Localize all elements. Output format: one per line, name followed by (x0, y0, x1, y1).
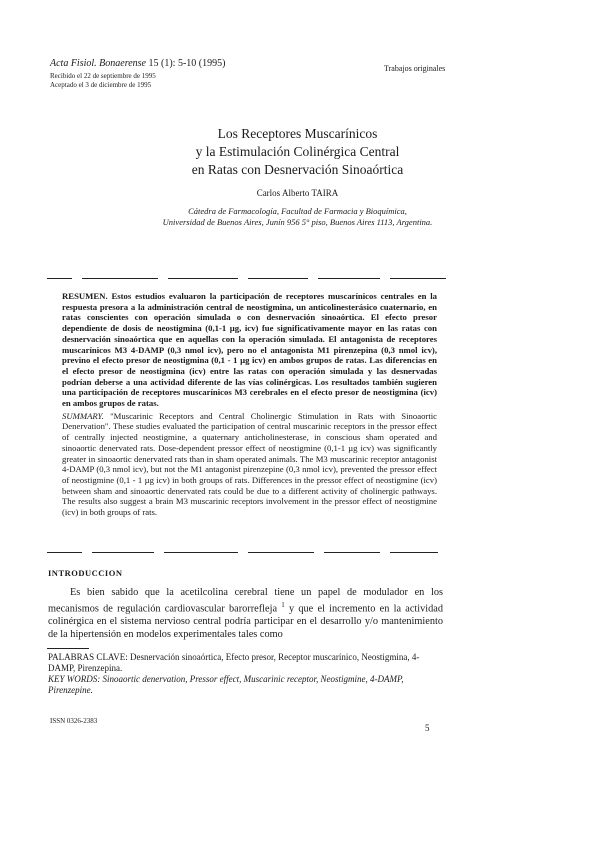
top-rule (82, 278, 158, 279)
bottom-rule (390, 552, 438, 553)
section-heading: INTRODUCCION (48, 568, 123, 578)
summary-m3: M3 (175, 496, 188, 507)
journal-citation (50, 58, 225, 69)
title-line: y la Estimulación Colinérgica Central (195, 144, 400, 159)
summary-m1: M1 (190, 464, 203, 475)
top-rule (168, 278, 238, 279)
journal-volume: 15 (1): 5-10 (1995) (148, 58, 226, 69)
title-line: Los Receptores Muscarínicos (217, 126, 378, 141)
introduction-paragraph (48, 586, 443, 641)
keywords-es-label: PALABRAS CLAVE: (48, 652, 128, 662)
affiliation-line: Universidad de Buenos Aires, Junín 956 5° piso, Buenos Aires 1113, Argentina. (162, 217, 433, 227)
top-rule (318, 278, 380, 279)
resumen-text: cerebrales en el efecto presor de neostigmina (icv) en ambos grupos de ratas. (62, 387, 438, 409)
abstract (62, 291, 437, 518)
article-type: Trabajos originales (384, 64, 446, 73)
received-date: Recibido el 22 de septiembre de 1995 (50, 72, 156, 80)
intro-text: Es bien sabido que la acetilcolina cerebral tiene un papel de modulador en los mecanismos de regulación cardiovascular barorrefleja (48, 587, 443, 615)
author-name: Carlos Alberto TAIRA (256, 188, 339, 198)
bottom-rule (324, 552, 380, 553)
intro-text: y que el incremento en la actividad colinérgica en el sistema nervioso central podría participar en el desarrollo y/o mantenimiento de la hipertensión en modelos experimentales tales como (48, 603, 444, 641)
resumen-text: Estos estudios evaluaron la participación de receptores muscarínicos centrales en la respuesta presora a la administración central de neostigmina, un anticolinesterásico cuaternario, en ratas conscientes con operación simulada o con desnervación sinoaórtica. El efecto presor dependiente de dosis de neostigmina (0,1-1 µg, icv) fue significativamente mayor en las ratas con desnervación sinoaórtica que en aquellas con la operación simulada. El antagonista de receptores muscarínicos (62, 291, 437, 355)
resumen-text: pirenzepina (0,3 nmol icv), previno el efecto presor de neostigmina (0,1 - 1 µg icv) en ambos grupos de ratas. Las diferencias en el efecto presor de neostigmina (icv) entre las ratas con operación simulada y las desnervadas podrían deberse a una actividad diferente de las vías colinérgicas. Los resultados también sugieren una participación de receptores muscarínicos (62, 344, 437, 398)
top-rule (47, 278, 72, 279)
received-dates (50, 72, 156, 90)
bottom-rule (248, 552, 314, 553)
summary-text: antagonist pirenzepine (0,3 nmol icv), prevented the pressor effect of neostigmine (0,1 - 1 µg icv) in both groups of rats. Differences in the pressor effect of neostigmine (icv) between sham and sinoaortic denervated rats could be due to a different activity of cholinergic pathways. The results also suggest a brain (62, 464, 437, 507)
resumen-text: 4-DAMP (0,3 nmol icv), pero no el antagonista (130, 344, 314, 355)
top-rule (390, 278, 446, 279)
keywords-en-label: KEY WORDS: (48, 674, 101, 684)
summary-text: muscarinic receptor antagonist 4-DAMP (0,3 nmol icv), but not the (62, 453, 437, 475)
reference-marker: 1 (281, 601, 285, 609)
resumen-m1: M1 (317, 344, 330, 355)
resumen-label: RESUMEN. (62, 291, 108, 301)
bottom-rule (164, 552, 238, 553)
affiliation (60, 206, 535, 228)
resumen-m3: M3 (234, 387, 247, 398)
keywords-rule (47, 648, 89, 649)
bottom-rule (92, 552, 154, 553)
issn: ISSN 0326-2383 (50, 717, 98, 725)
summary-m3: M3 (315, 453, 328, 464)
journal-name: Acta Fisiol. Bonaerense (50, 58, 146, 69)
title-line: en Ratas con Desnervación Sinoaórtica (191, 162, 404, 177)
top-rule (248, 278, 308, 279)
article-title (60, 125, 535, 179)
accepted-date: Aceptado el 3 de diciembre de 1995 (50, 81, 152, 89)
summary-label: SUMMARY. (62, 410, 104, 421)
summary-text: "Muscarinic Receptors and Central Cholinergic Stimulation in Rats with Sinoaortic Denervation". These studies evaluated the participation of central muscarinic receptors in the pressor effect of centrally injected neostigmine, a quaternary anticholinesterase, in conscious sham operated and sinoaortic denervated rats. Dose-dependent pressor effect of neostigmine (0,1-1 µg icv) was significantly greater in sinoaortic denervated rats than in sham operated animals. The (62, 410, 438, 464)
affiliation-line: Cátedra de Farmacología, Facultad de Farmacia y Bioquímica, (188, 206, 407, 216)
summary-text: muscarinic receptors involvement in the pressor effect of neostigmine (icv) in both groups of rats. (62, 496, 438, 518)
keywords-es (48, 652, 443, 674)
keywords-es-text: Desnervación sinoaórtica, Efecto presor, Receptor muscarínico, Neostigmina, 4-DAMP, Pirenzepina. (48, 652, 420, 673)
resumen-m3: M3 (114, 344, 128, 355)
resumen-paragraph (62, 291, 437, 409)
keywords-en-text: Sinoaortic denervation, Pressor effect, Muscarinic receptor, Neostigmine, 4-DAMP, Pirenzepine. (48, 674, 404, 695)
summary-paragraph (62, 411, 437, 518)
keywords-en (48, 674, 443, 696)
page-number: 5 (425, 723, 430, 733)
bottom-rule (47, 552, 82, 553)
keywords-block (48, 652, 443, 696)
